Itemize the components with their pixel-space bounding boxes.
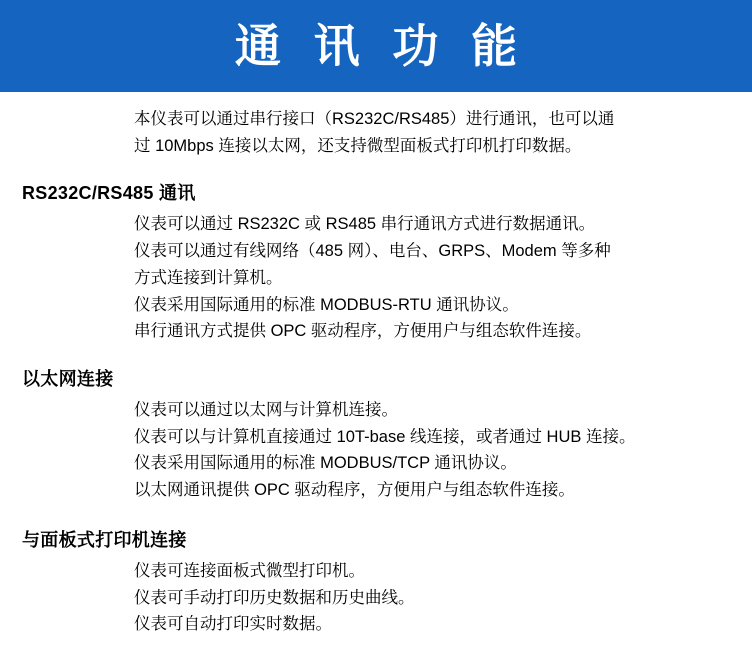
section-rs232c-rs485 [22, 179, 730, 345]
section-line: 方式连接到计算机。 [134, 268, 283, 287]
page-banner [0, 0, 752, 92]
section-line: 以太网通讯提供 OPC 驱动程序，方便用户与组态软件连接。 [134, 481, 575, 500]
section-line: 仪表可自动打印实时数据。 [134, 615, 332, 634]
section-ethernet [22, 365, 730, 504]
section-panel-printer [22, 526, 730, 638]
section-line: 仪表可以通过有线网络（485 网）、电台、GRPS、Modem 等多种 [134, 242, 611, 261]
section-line: 仪表采用国际通用的标准 MODBUS/TCP 通讯协议。 [134, 454, 517, 473]
section-heading: 与面板式打印机连接 [22, 529, 187, 550]
section-line: 仪表可以通过以太网与计算机连接。 [134, 401, 398, 420]
intro-paragraph [134, 106, 730, 159]
section-body [134, 558, 730, 638]
document-content [0, 92, 752, 638]
section-line: 仪表可手动打印历史数据和历史曲线。 [134, 588, 415, 607]
intro-line-1: 本仪表可以通过串行接口（RS232C/RS485）进行通讯，也可以通 [134, 110, 615, 128]
section-line: 仪表可连接面板式微型打印机。 [134, 561, 365, 580]
section-line: 串行通讯方式提供 OPC 驱动程序，方便用户与组态软件连接。 [134, 322, 592, 341]
page-title: 通 讯 功 能 [234, 20, 528, 72]
section-heading: 以太网连接 [22, 369, 114, 390]
section-body [134, 211, 730, 345]
intro-line-2: 过 10Mbps 连接以太网，还支持微型面板式打印机打印数据。 [134, 136, 582, 155]
section-body [134, 397, 730, 504]
section-line: 仪表可以通过 RS232C 或 RS485 串行通讯方式进行数据通讯。 [134, 215, 596, 234]
section-line: 仪表采用国际通用的标准 MODBUS-RTU 通讯协议。 [134, 295, 519, 314]
section-line: 仪表可以与计算机直接通过 10T-base 线连接，或者通过 HUB 连接。 [134, 427, 636, 446]
section-heading: RS232C/RS485 通讯 [22, 183, 196, 204]
